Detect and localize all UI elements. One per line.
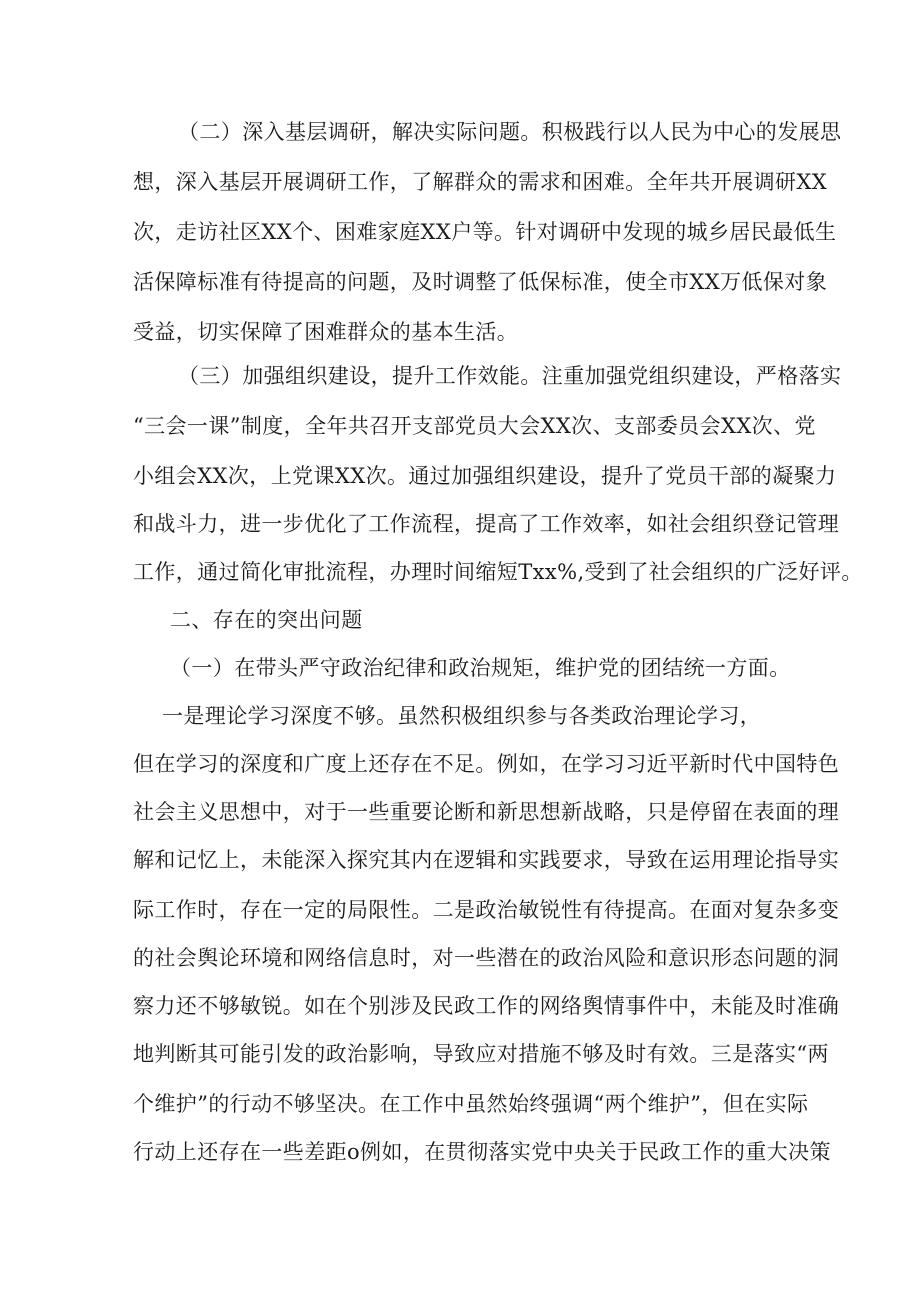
text-line: 想，深入基层开展调研工作，了解群众的需求和困难。全年共开展调研XX: [133, 170, 828, 194]
text-line: 际工作时，存在一定的局限性。二是政治敏锐性有待提高。在面对复杂多变: [133, 898, 840, 922]
text-line: 小组会XX次，上党课XX次。通过加强组织建设，提升了党员干部的凝聚力: [133, 464, 837, 488]
text-line: 工作，通过简化审批流程，办理时间缩短Txx%,受到了社会组织的广泛好评。: [133, 560, 863, 584]
text-line: 行动上还存在一些差距o例如，在贯彻落实党中央关于民政工作的重大决策: [133, 1140, 831, 1164]
text-line: 察力还不够敏锐。如在个别涉及民政工作的网络舆情事件中，未能及时准确: [133, 994, 840, 1018]
section-heading: 二、存在的突出问题: [170, 608, 363, 632]
text-line: 但在学习的深度和广度上还存在不足。例如，在学习习近平新时代中国特色: [133, 752, 840, 776]
text-line: “三会一课”制度，全年共召开支部党员大会XX次、支部委员会XX次、党: [133, 414, 816, 438]
text-line: 的社会舆论环境和网络信息时，对一些潜在的政治风险和意识形态问题的洞: [133, 946, 840, 970]
text-line: 和战斗力，进一步优化了工作流程，提高了工作效率，如社会组织登记管理: [133, 512, 840, 536]
text-line: 次，走访社区XX个、困难家庭XX户等。针对调研中发现的城乡居民最低生: [133, 220, 837, 244]
text-line: 地判断其可能引发的政治影响，导致应对措施不够及时有效。三是落实“两: [133, 1042, 829, 1066]
text-line: 受益，切实保障了困难群众的基本生活。: [133, 320, 519, 344]
text-line: 个维护”的行动不够坚决。在工作中虽然始终强调“两个维护”，但在实际: [133, 1092, 809, 1116]
text-line: （一）在带头严守政治纪律和政治规矩，维护党的团结统一方面。: [170, 656, 791, 680]
text-line: 一是理论学习深度不够。虽然积极组织参与各类政治理论学习，: [162, 704, 762, 728]
text-line: （二）深入基层调研，解决实际问题。积极践行以人民为中心的发展思: [178, 120, 842, 144]
text-line: （三）加强组织建设，提升工作效能。注重加强党组织建设，严格落实: [178, 364, 842, 388]
text-line: 活保障标准有待提高的问题，及时调整了低保标准，使全市XX万低保对象: [133, 270, 828, 294]
text-line: 解和记忆上，未能深入探究其内在逻辑和实践要求，导致在运用理论指导实: [133, 848, 840, 872]
text-line: 社会主义思想中，对于一些重要论断和新思想新战略，只是停留在表面的理: [133, 800, 840, 824]
